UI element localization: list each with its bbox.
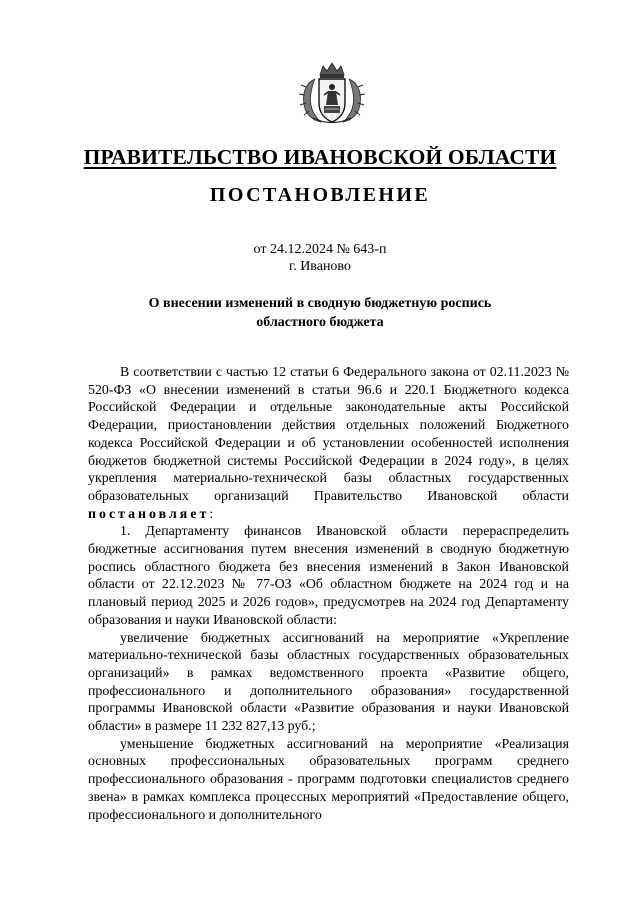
- paragraph-3: уменьшение бюджетных ассигнований на мероприятие «Реализация основных профессиональных образовательных программ среднего профессионального образования - программ подготовки специалистов среднего звена» в рамках комплекса процессных мероприятий «Предоставление общего, профессионального и дополнительного: [88, 736, 569, 823]
- document-date-number: от 24.12.2024 № 643-п: [253, 242, 387, 257]
- decree-word: постановляет: [88, 506, 210, 522]
- ivanovo-coat-of-arms-icon: [297, 61, 367, 125]
- preamble-text: В соответствии с частью 12 статьи 6 Федерального закона от 02.11.2023 № 520-ФЗ «О внесении изменений в статьи 96.6 и 220.1 Бюджетного кодекса Российской Федерации и отдельные законодательные акты Российской Федерации, приостановлении действия отдельных положений Бюджетного кодекса Российской Федерации и об установлении особенностей исполнения бюджетов бюджетной системы Российской Федерации в 2024 году», в целях укрепления материально-технической базы областных государственных образовательных организаций Правительство Ивановской области: [88, 365, 569, 504]
- document-subject: [120, 294, 520, 332]
- paragraph-2: увеличение бюджетных ассигнований на мероприятие «Укрепление материально-технической базы областных государственных образовательных организаций» в рамках ведомственного проекта «Развитие общего, профессионального и дополнительного образования» государственной программы Ивановской области «Развитие образования и науки Ивановской области» в размере 11 232 827,13 руб.;: [88, 630, 569, 735]
- decree-colon: :: [209, 506, 214, 522]
- subject-line-1: О внесении изменений в сводную бюджетную роспись: [148, 296, 492, 311]
- document-city: г. Иваново: [289, 259, 351, 274]
- government-title-text: ПРАВИТЕЛЬСТВО ИВАНОВСКОЙ ОБЛАСТИ: [83, 145, 557, 169]
- paragraph-1: 1. Департаменту финансов Ивановской области перераспределить бюджетные ассигнования путем внесения изменений в сводную бюджетную роспись областного бюджета без внесения изменений в Закон Ивановской области от 22.12.2023 № 77-ОЗ «Об областном бюджете на 2024 год и на плановый период 2025 и 2026 годов», предусмотрев на 2024 год Департаменту образования и науки Ивановской области:: [88, 524, 569, 628]
- document-body: [88, 364, 569, 824]
- government-title: [0, 144, 640, 170]
- document-type-heading: ПОСТАНОВЛЕНИЕ: [209, 184, 431, 206]
- preamble-paragraph: [88, 364, 569, 523]
- subject-line-2: областного бюджета: [256, 315, 384, 330]
